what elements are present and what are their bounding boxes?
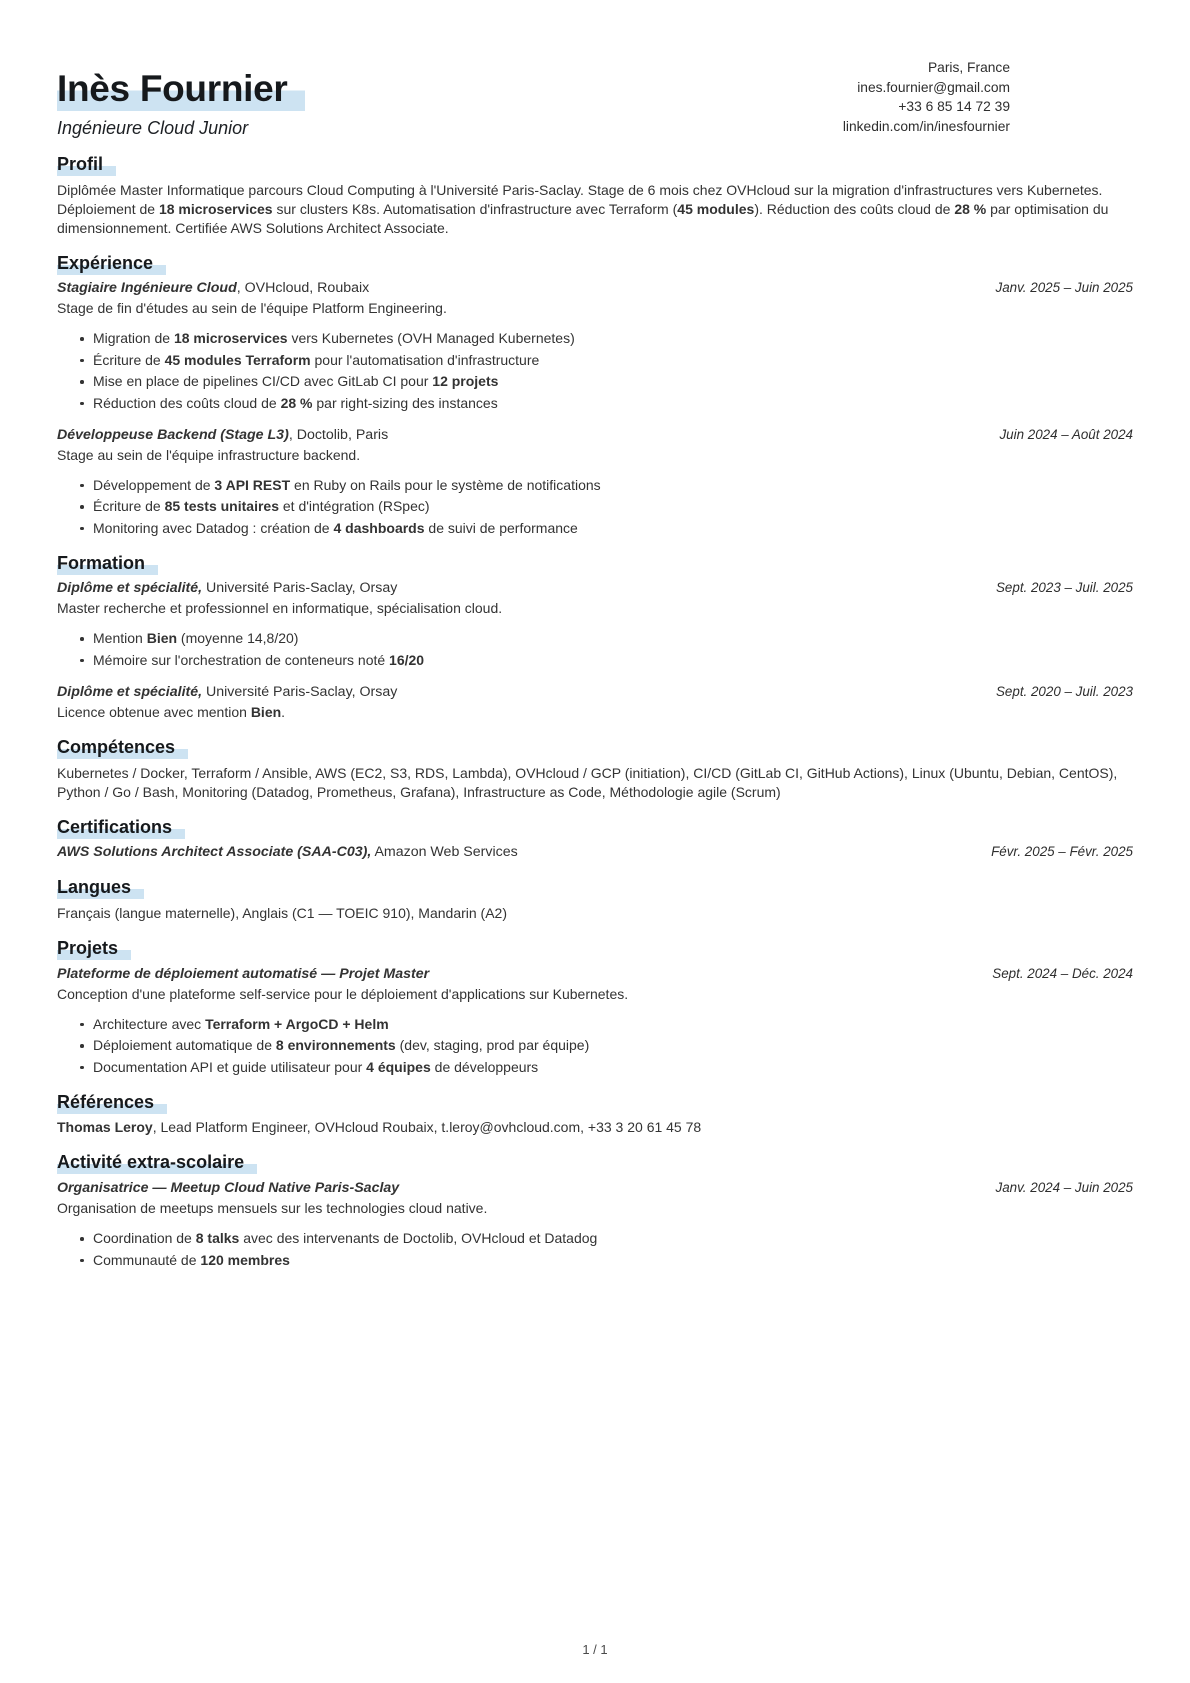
- page-number: 1 / 1: [582, 1642, 608, 1657]
- projet-entry-plateforme: [57, 965, 1133, 1077]
- entry-head: [57, 426, 1133, 445]
- contact-email: ines.fournier@gmail.com: [857, 79, 1010, 95]
- reference-line: Thomas Leroy, Lead Platform Engineer, OVHcloud Roubaix, t.leroy@ovhcloud.com, +33 3 20 61 45 78: [57, 1119, 702, 1136]
- entry-date: Sept. 2023 – Juil. 2025: [996, 580, 1133, 596]
- section-heading-competences: [57, 737, 1133, 758]
- section-references: [57, 1092, 1133, 1138]
- person-job-title: Ingénieure Cloud Junior: [57, 117, 249, 138]
- entry-bullets: [57, 476, 1133, 538]
- section-experience: [57, 253, 1133, 538]
- entry-subtitle: Organisation de meetups mensuels sur les technologies cloud native.: [57, 1200, 488, 1217]
- person-name-text: Inès Fournier: [57, 68, 305, 111]
- bullet-item: Architecture avec Terraform + ArgoCD + Helm: [57, 1015, 1133, 1034]
- person-name: [57, 70, 305, 109]
- bullet-item: Migration de 18 microservices vers Kubernetes (OVH Managed Kubernetes): [57, 329, 1133, 348]
- heading-text: Activité extra-scolaire: [57, 1152, 257, 1174]
- section-competences: [57, 737, 1133, 802]
- entry-subtitle: Stage au sein de l'équipe infrastructure backend.: [57, 446, 361, 463]
- section-heading-projets: [57, 938, 1133, 959]
- entry-bullets: [57, 1015, 1133, 1077]
- certification-date: Févr. 2025 – Févr. 2025: [991, 844, 1133, 860]
- entry-head: [57, 965, 1133, 984]
- section-heading-extra: [57, 1152, 1133, 1173]
- bullet-item: Coordination de 8 talks avec des intervenants de Doctolib, OVHcloud et Datadog: [57, 1229, 1133, 1248]
- entry-head: [57, 279, 1133, 298]
- section-projets: [57, 938, 1133, 1077]
- bullet-item: Écriture de 45 modules Terraform pour l'automatisation d'infrastructure: [57, 351, 1133, 370]
- contact-phone: +33 6 85 14 72 39: [898, 99, 1010, 114]
- competences-paragraph: Kubernetes / Docker, Terraform / Ansible, AWS (EC2, S3, RDS, Lambda), OVHcloud / GCP (initiation), CI/CD (GitLab CI, GitHub Actions), Linux (Ubuntu, Debian, CentOS), Python / Go / Bash, Monitoring (Datadog, Prometheus, Grafana), Infrastructure as Code, Méthodologie agile (Scrum): [57, 764, 1118, 800]
- section-heading-certifications: [57, 817, 1133, 838]
- certification-entry: [57, 843, 1133, 862]
- bullet-item: Communauté de 120 membres: [57, 1251, 1133, 1270]
- contact-block: [843, 58, 1133, 136]
- entry-date: Sept. 2020 – Juil. 2023: [996, 683, 1133, 699]
- entry-date: Sept. 2024 – Déc. 2024: [992, 965, 1133, 981]
- bullet-item: Monitoring avec Datadog : création de 4 dashboards de suivi de performance: [57, 519, 1133, 538]
- bullet-item: Mémoire sur l'orchestration de conteneurs noté 16/20: [57, 651, 1133, 670]
- entry-bullets: [57, 329, 1133, 413]
- entry-title: Développeuse Backend (Stage L3), Doctolib, Paris: [57, 426, 389, 443]
- entry-head: [57, 579, 1133, 598]
- formation-entry-licence: [57, 683, 1133, 722]
- entry-head: [57, 683, 1133, 702]
- bullet-item: Mise en place de pipelines CI/CD avec GitLab CI pour 12 projets: [57, 372, 1133, 391]
- entry-subtitle: Conception d'une plateforme self-service pour le déploiement d'applications sur Kubernetes.: [57, 985, 629, 1002]
- section-heading-formation: [57, 553, 1133, 574]
- contact-linkedin: linkedin.com/in/inesfournier: [842, 118, 1010, 134]
- entry-title: Stagiaire Ingénieure Cloud, OVHcloud, Roubaix: [57, 280, 370, 297]
- heading-text: Compétences: [57, 737, 188, 759]
- entry-title: Organisatrice — Meetup Cloud Native Paris-Saclay: [57, 1180, 400, 1197]
- entry-title: Diplôme et spécialité, Université Paris-Saclay, Orsay: [57, 683, 398, 700]
- heading-text: Références: [57, 1092, 167, 1114]
- section-certifications: [57, 817, 1133, 863]
- contact-location: Paris, France: [927, 60, 1010, 75]
- bullet-item: Déploiement automatique de 8 environnements (dev, staging, prod par équipe): [57, 1036, 1133, 1055]
- langues-line: Français (langue maternelle), Anglais (C1 — TOEIC 910), Mandarin (A2): [57, 904, 508, 921]
- section-profil: [57, 154, 1133, 238]
- section-heading-langues: [57, 877, 1133, 898]
- experience-entry-doctolib: [57, 426, 1133, 538]
- entry-title: Plateforme de déploiement automatisé — Projet Master: [57, 965, 430, 982]
- entry-subtitle: Master recherche et professionnel en informatique, spécialisation cloud.: [57, 600, 503, 617]
- section-heading-references: [57, 1092, 1133, 1113]
- formation-entry-master: [57, 579, 1133, 670]
- entry-date: Janv. 2024 – Juin 2025: [995, 1180, 1133, 1196]
- bullet-item: Développement de 3 API REST en Ruby on Rails pour le système de notifications: [57, 476, 1133, 495]
- certification-title: AWS Solutions Architect Associate (SAA-C03), Amazon Web Services: [57, 844, 518, 861]
- header: [57, 56, 1133, 139]
- section-formation: [57, 553, 1133, 722]
- extra-entry-meetup: [57, 1179, 1133, 1270]
- entry-bullets: [57, 1229, 1133, 1270]
- section-langues: [57, 877, 1133, 923]
- heading-text: Formation: [57, 553, 158, 575]
- experience-entry-ovhcloud: [57, 279, 1133, 413]
- heading-text: Certifications: [57, 817, 185, 839]
- entry-title: Diplôme et spécialité, Université Paris-Saclay, Orsay: [57, 580, 398, 597]
- entry-subtitle: Stage de fin d'études au sein de l'équipe Platform Engineering.: [57, 300, 447, 317]
- heading-text: Profil: [57, 154, 116, 176]
- bullet-item: Mention Bien (moyenne 14,8/20): [57, 629, 1133, 648]
- bullet-item: Écriture de 85 tests unitaires et d'intégration (RSpec): [57, 497, 1133, 516]
- profil-paragraph: Diplômée Master Informatique parcours Cloud Computing à l'Université Paris-Saclay. Stage de 6 mois chez OVHcloud sur la migration d'infrastructures vers Kubernetes. Déploiement de 18 microservices sur clusters K8s. Automatisation d'infrastructure avec Terraform (45 modules). Réduction des coûts cloud de 28 % par optimisation du dimensionnement. Certifiée AWS Solutions Architect Associate.: [57, 181, 1109, 236]
- bullet-item: Documentation API et guide utilisateur pour 4 équipes de développeurs: [57, 1058, 1133, 1077]
- entry-date: Janv. 2025 – Juin 2025: [995, 280, 1133, 296]
- section-extra: [57, 1152, 1133, 1269]
- section-heading-profil: [57, 154, 1133, 175]
- header-identity: [57, 56, 305, 139]
- heading-text: Expérience: [57, 253, 166, 275]
- entry-date: Juin 2024 – Août 2024: [999, 426, 1133, 442]
- entry-subtitle: Licence obtenue avec mention Bien.: [57, 703, 286, 720]
- bullet-item: Réduction des coûts cloud de 28 % par right-sizing des instances: [57, 394, 1133, 413]
- heading-text: Langues: [57, 877, 144, 899]
- entry-bullets: [57, 629, 1133, 670]
- heading-text: Projets: [57, 938, 131, 960]
- section-heading-experience: [57, 253, 1133, 274]
- entry-head: [57, 1179, 1133, 1198]
